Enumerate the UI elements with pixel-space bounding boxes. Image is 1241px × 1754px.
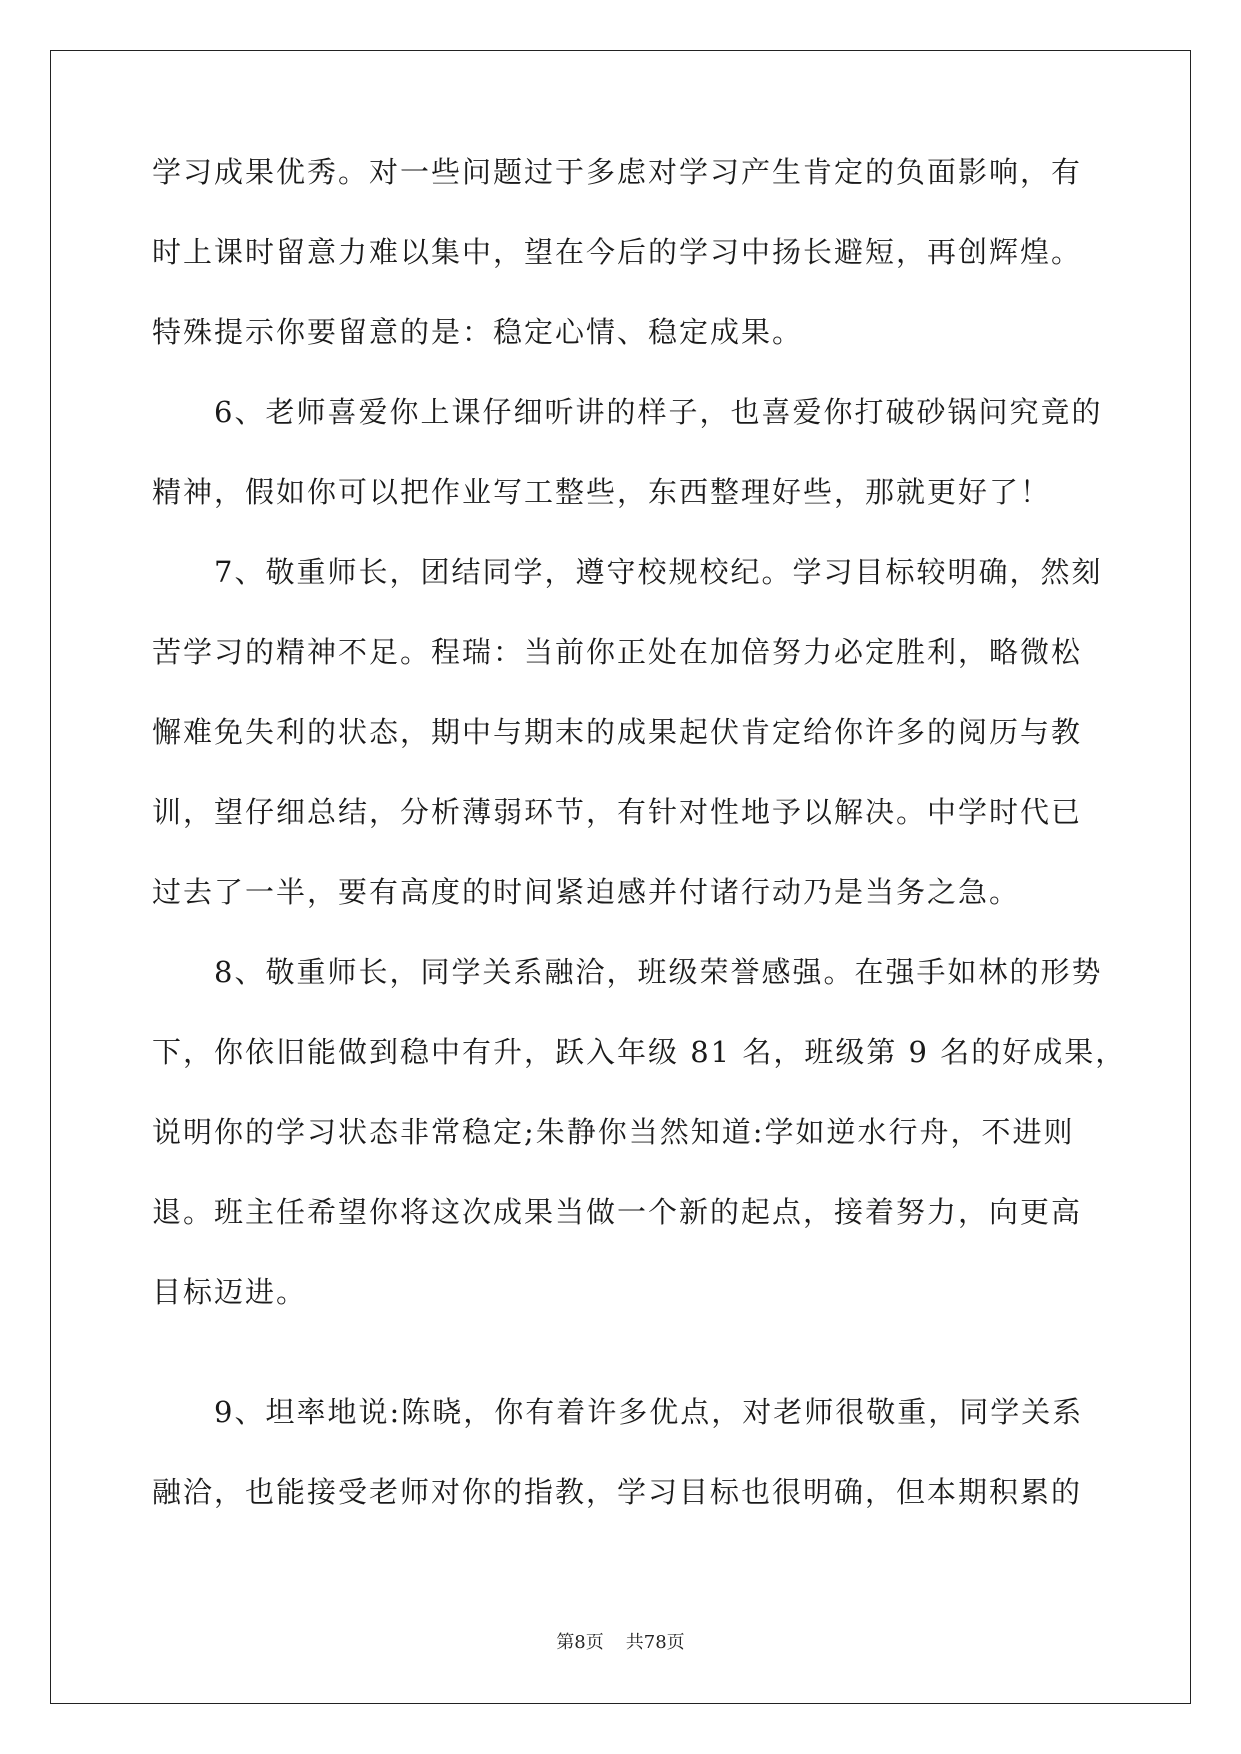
page-footer	[0, 1631, 1241, 1655]
text-line: 融洽，也能接受老师对你的指教，学习目标也很明确，但本期积累的	[152, 1475, 1083, 1509]
text-line: 苦学习的精神不足。程瑞：当前你正处在加倍努力必定胜利，略微松	[152, 635, 1083, 669]
text-line: 学习成果优秀。对一些问题过于多虑对学习产生肯定的负面影响，有	[152, 155, 1083, 189]
page-number-current: 第8页	[556, 1632, 604, 1653]
page-number-total: 共78页	[625, 1632, 685, 1653]
text-line: 退。班主任希望你将这次成果当做一个新的起点，接着努力，向更高	[152, 1195, 1083, 1229]
text-line: 懈难免失利的状态，期中与期末的成果起伏肯定给你许多的阅历与教	[152, 715, 1083, 749]
text-line: 特殊提示你要留意的是：稳定心情、稳定成果。	[152, 315, 804, 349]
text-line: 时上课时留意力难以集中，望在今后的学习中扬长避短，再创辉煌。	[152, 235, 1083, 269]
text-line: 说明你的学习状态非常稳定;朱静你当然知道:学如逆水行舟，不进则	[152, 1115, 1075, 1149]
text-line: 训，望仔细总结，分析薄弱环节，有针对性地予以解决。中学时代已	[152, 795, 1083, 829]
text-line: 目标迈进。	[152, 1275, 308, 1309]
text-line: 过去了一半，要有高度的时间紧迫感并付诸行动乃是当务之急。	[152, 875, 1021, 909]
text-line: 9、坦率地说:陈晓，你有着许多优点，对老师很敬重，同学关系	[152, 1395, 1084, 1429]
text-line: 8、敬重师长，同学关系融洽，班级荣誉感强。在强手如林的形势	[152, 955, 1103, 989]
text-line: 7、敬重师长，团结同学，遵守校规校纪。学习目标较明确，然刻	[152, 555, 1103, 589]
text-line: 6、老师喜爱你上课仔细听讲的样子，也喜爱你打破砂锅问究竟的	[152, 395, 1103, 429]
text-line: 精神，假如你可以把作业写工整些，东西整理好些，那就更好了！	[152, 475, 1052, 509]
text-line: 下，你依旧能做到稳中有升，跃入年级 81 名，班级第 9 名的好成果，	[152, 1035, 1127, 1069]
